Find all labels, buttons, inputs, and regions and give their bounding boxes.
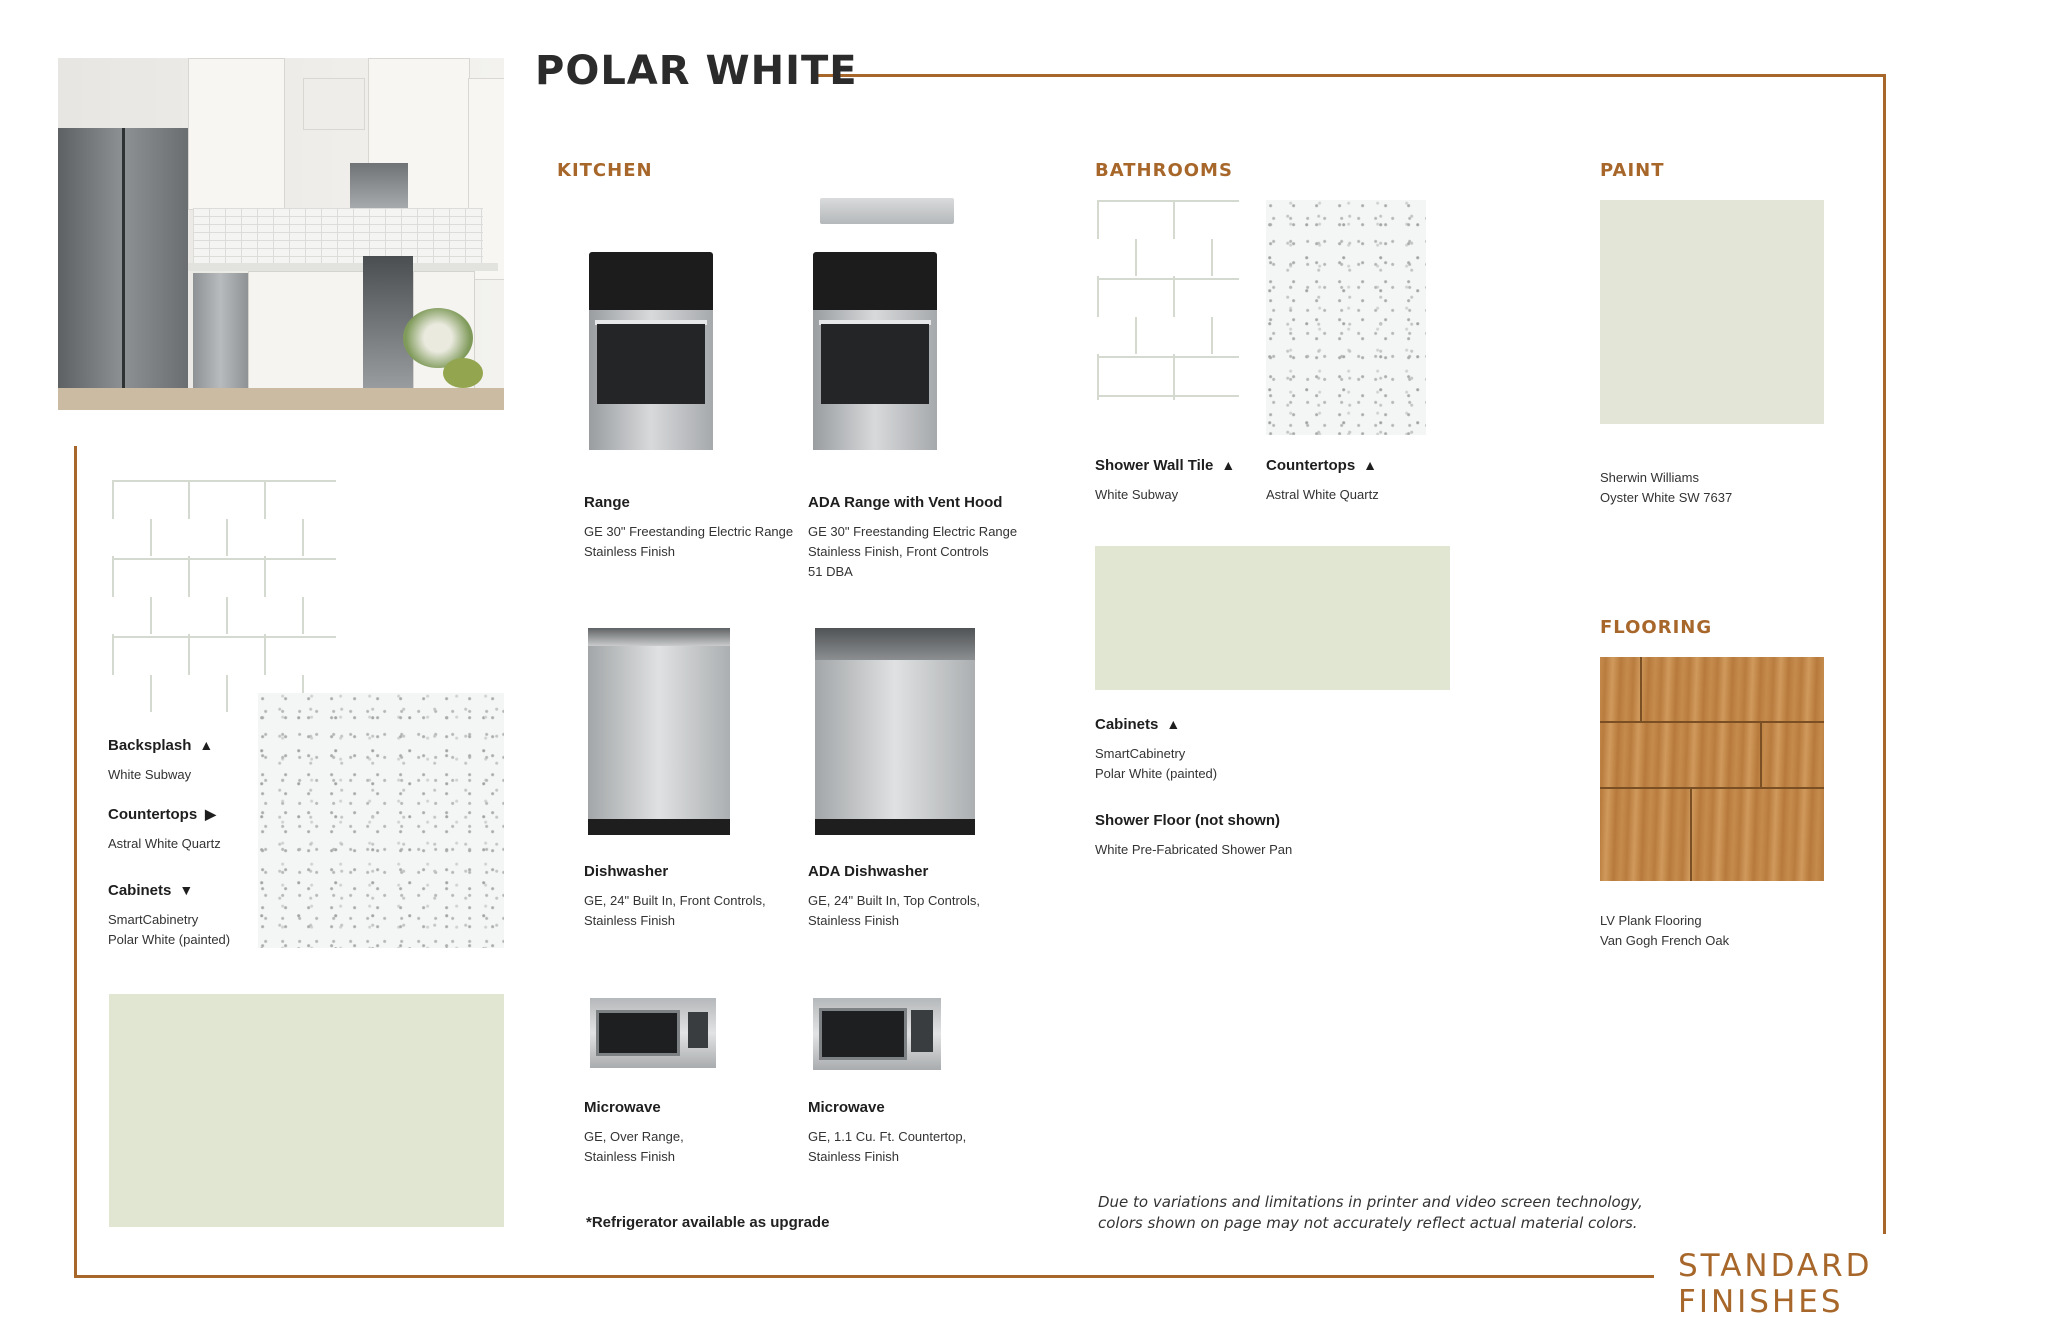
bath-cabinets-value: SmartCabinetry Polar White (painted): [1095, 746, 1218, 781]
page-title: POLAR WHITE: [535, 48, 858, 94]
ada-dishwasher-desc: GE, 24" Built In, Top Controls, Stainless Finish: [808, 893, 981, 928]
countertop-microwave-image: [813, 998, 941, 1070]
flooring-desc: LV Plank Flooring Van Gogh French Oak: [1600, 913, 1730, 948]
countertops-value: Astral White Quartz: [108, 836, 221, 851]
shower-floor-label: Shower Floor (not shown): [1095, 812, 1280, 829]
range-desc: GE 30" Freestanding Electric Range Stainless Finish: [584, 524, 794, 559]
microwave2-desc: GE, 1.1 Cu. Ft. Countertop, Stainless Finish: [808, 1129, 967, 1164]
flooring-wood-swatch: [1600, 657, 1824, 881]
dishwasher-image: [588, 628, 730, 835]
arrow-up-icon: ▲: [1363, 457, 1378, 473]
ada-range-label: ADA Range with Vent Hood: [808, 494, 1003, 511]
bath-countertops-value: Astral White Quartz: [1266, 487, 1379, 502]
cabinets-label: Cabinets ▼: [108, 882, 194, 899]
paint-color-swatch: [1600, 200, 1824, 424]
refrigerator-upgrade-note: *Refrigerator available as upgrade: [586, 1214, 830, 1231]
shower-wall-tile-swatch: [1097, 200, 1239, 400]
shower-floor-value: White Pre-Fabricated Shower Pan: [1095, 842, 1293, 857]
range-image: [589, 252, 713, 450]
bath-cabinet-color-swatch: [1095, 546, 1450, 690]
standard-finishes-title: STANDARD FINISHES: [1678, 1248, 1873, 1320]
microwave1-desc: GE, Over Range, Stainless Finish: [584, 1129, 684, 1164]
ada-dishwasher-label: ADA Dishwasher: [808, 863, 929, 880]
cabinets-value: SmartCabinetry Polar White (painted): [108, 912, 231, 947]
dishwasher-label: Dishwasher: [584, 863, 669, 880]
frame-left-line: [74, 446, 77, 1278]
kitchen-photo: [58, 58, 504, 410]
ada-dishwasher-image: [815, 628, 975, 835]
frame-right-line: [1883, 74, 1886, 1234]
paint-desc: Sherwin Williams Oyster White SW 7637: [1600, 470, 1733, 505]
bath-countertop-quartz-swatch: [1266, 200, 1426, 435]
arrow-up-icon: ▲: [1221, 457, 1236, 473]
vent-hood-image: [820, 198, 954, 224]
dishwasher-desc: GE, 24" Built In, Front Controls, Stainless Finish: [584, 893, 766, 928]
frame-bottom-line: [74, 1275, 1654, 1278]
backsplash-label: Backsplash ▲: [108, 737, 214, 754]
color-disclaimer: Due to variations and limitations in printer and video screen technology, colors shown on page may not accurately reflect actual material colors.: [1098, 1193, 1643, 1232]
ada-range-image: [813, 252, 937, 450]
paint-heading: PAINT: [1600, 160, 1665, 181]
arrow-up-icon: ▲: [1166, 716, 1181, 732]
range-label: Range: [584, 494, 630, 511]
arrow-right-icon: ▶: [205, 806, 216, 822]
arrow-up-icon: ▲: [199, 737, 214, 753]
backsplash-tile-swatch: [112, 480, 336, 712]
flooring-heading: FLOORING: [1600, 617, 1713, 638]
bath-cabinets-label: Cabinets ▲: [1095, 716, 1181, 733]
microwave1-label: Microwave: [584, 1099, 661, 1116]
over-range-microwave-image: [590, 998, 716, 1068]
ada-range-desc: GE 30" Freestanding Electric Range Stainless Finish, Front Controls 51 DBA: [808, 524, 1018, 579]
cabinet-color-swatch: [109, 994, 504, 1227]
arrow-down-icon: ▼: [179, 882, 194, 898]
frame-top-line: [818, 74, 1885, 77]
shower-wall-tile-label: Shower Wall Tile ▲: [1095, 457, 1236, 474]
backsplash-value: White Subway: [108, 767, 192, 782]
countertop-quartz-swatch: [258, 693, 504, 948]
kitchen-heading: KITCHEN: [557, 160, 653, 181]
bathrooms-heading: BATHROOMS: [1095, 160, 1233, 181]
bath-countertops-label: Countertops ▲: [1266, 457, 1378, 474]
countertops-label: Countertops ▶: [108, 806, 216, 823]
shower-wall-tile-value: White Subway: [1095, 487, 1179, 502]
microwave2-label: Microwave: [808, 1099, 885, 1116]
